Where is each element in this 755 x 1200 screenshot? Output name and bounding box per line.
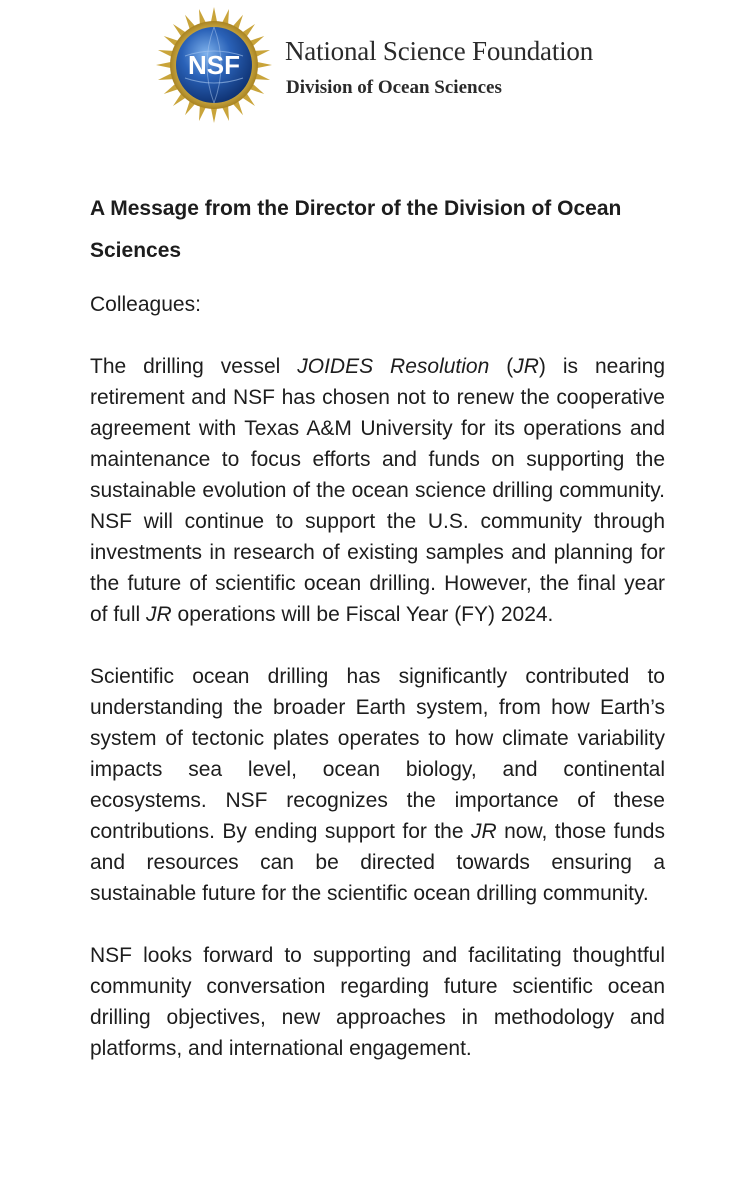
jr-abbrev: JR [513,355,539,378]
p1-text-1: The drilling vessel [90,355,298,378]
paragraph-1 [90,351,665,630]
letterhead [155,6,615,126]
logo-text: NSF [188,50,240,80]
salutation: Colleagues: [90,293,201,316]
jr-abbrev: JR [470,820,497,843]
letter-body [90,188,665,1064]
paragraph-2 [90,661,665,909]
ship-name: JOIDES Resolution [297,355,490,378]
p1-text-3: ) is nearing retirement and NSF has chosen not to renew the cooperative agreement with Texas A&M University for its operations and maintenance to focus efforts and funds on supporting the sustainable evolution of the ocean science drilling community. NSF will continue to support the U.S. community through investments in research of existing samples and planning for the future of scientific ocean drilling. However, the final year of full [90,355,666,626]
p1-text-2: ( [489,355,514,378]
p1-text-4: operations will be Fiscal Year (FY) 2024. [171,603,554,626]
organization-name: National Science Foundation [285,36,594,66]
division-name: Division of Ocean Sciences [286,77,502,98]
p2-text-2: now, those funds and resources can be directed towards ensuring a sustainable future for the scientific ocean drilling community. [90,820,665,905]
jr-abbrev: JR [146,603,172,626]
nsf-logo [155,6,273,124]
p2-text-1: Scientific ocean drilling has significantly contributed to understanding the broader Earth system, from how Earth’s system of tectonic plates operates to how climate variability impacts sea level, ocean biology, and continental ecosystems. NSF recognizes the importance of these contributions. By ending support for the [90,665,665,843]
letter-title: A Message from the Director of the Division of Ocean Sciences [90,197,622,262]
paragraph-3: NSF looks forward to supporting and facilitating thoughtful community conversation regarding future scientific ocean drilling objectives, new approaches in methodology and platforms, and international engagement. [90,944,665,1060]
